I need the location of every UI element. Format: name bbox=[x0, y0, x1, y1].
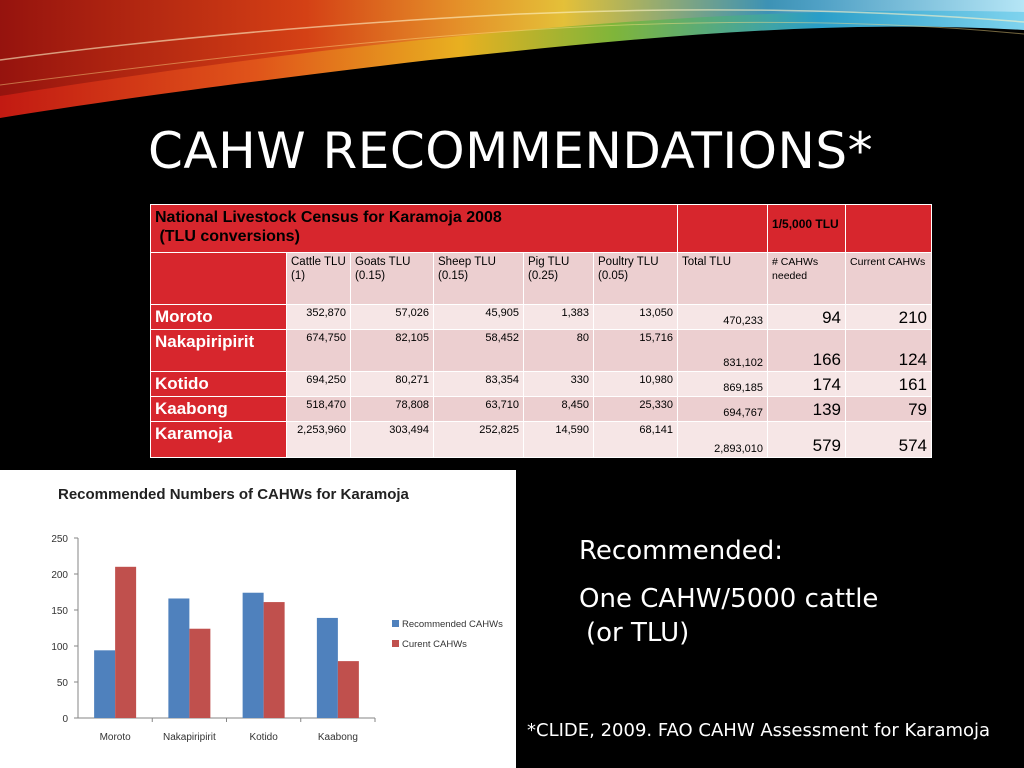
cahw-bar-chart bbox=[0, 470, 516, 768]
citation: *CLIDE, 2009. FAO CAHW Assessment for Karamoja bbox=[527, 720, 991, 741]
table-corner-cell bbox=[151, 253, 287, 305]
cell-poultry: 25,330 bbox=[594, 397, 678, 422]
cell-poultry: 68,141 bbox=[594, 422, 678, 458]
y-tick-label: 100 bbox=[51, 642, 68, 653]
cell-cattle: 694,250 bbox=[287, 372, 351, 397]
bar-current bbox=[115, 567, 136, 718]
row-label: Kaabong bbox=[151, 397, 287, 422]
row-label: Kotido bbox=[151, 372, 287, 397]
x-tick-label: Nakapiripirit bbox=[162, 732, 216, 743]
y-tick-label: 200 bbox=[51, 570, 68, 581]
y-tick-label: 50 bbox=[56, 678, 68, 689]
cell-poultry: 15,716 bbox=[594, 330, 678, 372]
table-title-line2: (TLU conversions) bbox=[155, 228, 300, 245]
x-tick-label: Kotido bbox=[249, 732, 278, 743]
legend-swatch bbox=[392, 620, 399, 627]
cell-goats: 303,494 bbox=[351, 422, 434, 458]
note-tlu: (or TLU) bbox=[586, 618, 690, 648]
col-header-poultry: Poultry TLU (0.05) bbox=[594, 253, 678, 305]
cell-pig: 14,590 bbox=[524, 422, 594, 458]
table-header-empty-cell bbox=[678, 205, 768, 253]
table-row bbox=[151, 305, 932, 330]
cell-total: 831,102 bbox=[678, 330, 768, 372]
cell-total: 869,185 bbox=[678, 372, 768, 397]
cell-poultry: 10,980 bbox=[594, 372, 678, 397]
table-row bbox=[151, 397, 932, 422]
col-header-sheep: Sheep TLU (0.15) bbox=[434, 253, 524, 305]
cell-current: 210 bbox=[846, 305, 932, 330]
cell-sheep: 58,452 bbox=[434, 330, 524, 372]
cell-goats: 82,105 bbox=[351, 330, 434, 372]
table-header-empty-cell bbox=[846, 205, 932, 253]
cell-current: 79 bbox=[846, 397, 932, 422]
bar-recommended bbox=[243, 593, 264, 718]
table-row bbox=[151, 330, 932, 372]
x-tick-label: Kaabong bbox=[317, 732, 358, 743]
cell-cattle: 352,870 bbox=[287, 305, 351, 330]
bar-current bbox=[338, 661, 359, 718]
slide-title: CAHW RECOMMENDATIONS* bbox=[148, 122, 874, 180]
cell-current: 574 bbox=[846, 422, 932, 458]
col-header-needed: # CAHWs needed bbox=[768, 253, 846, 305]
table-title-cell bbox=[151, 205, 678, 253]
row-label: Nakapiripirit bbox=[151, 330, 287, 372]
bar-recommended bbox=[168, 598, 189, 718]
cell-total: 470,233 bbox=[678, 305, 768, 330]
x-tick-label: Moroto bbox=[99, 732, 131, 743]
cell-poultry: 13,050 bbox=[594, 305, 678, 330]
bar-recommended bbox=[94, 650, 115, 718]
cell-total: 694,767 bbox=[678, 397, 768, 422]
cell-needed: 174 bbox=[768, 372, 846, 397]
table-header-row bbox=[151, 205, 932, 253]
cell-sheep: 45,905 bbox=[434, 305, 524, 330]
col-header-current: Current CAHWs bbox=[846, 253, 932, 305]
legend-label: Recommended CAHWs bbox=[402, 619, 503, 630]
table-ratio-cell: 1/5,000 TLU bbox=[768, 205, 846, 253]
table-row bbox=[151, 422, 932, 458]
table-row bbox=[151, 372, 932, 397]
cell-needed: 579 bbox=[768, 422, 846, 458]
chart-svg bbox=[0, 470, 516, 768]
cell-pig: 1,383 bbox=[524, 305, 594, 330]
note-recommended: Recommended: bbox=[579, 536, 783, 566]
cell-goats: 57,026 bbox=[351, 305, 434, 330]
bar-recommended bbox=[317, 618, 338, 718]
legend-swatch bbox=[392, 640, 399, 647]
bar-current bbox=[189, 629, 210, 718]
cell-total: 2,893,010 bbox=[678, 422, 768, 458]
row-label: Karamoja bbox=[151, 422, 287, 458]
y-tick-label: 0 bbox=[62, 714, 68, 725]
cell-cattle: 518,470 bbox=[287, 397, 351, 422]
cell-pig: 80 bbox=[524, 330, 594, 372]
legend-label: Curent CAHWs bbox=[402, 639, 467, 650]
cell-needed: 139 bbox=[768, 397, 846, 422]
cell-pig: 330 bbox=[524, 372, 594, 397]
cell-current: 161 bbox=[846, 372, 932, 397]
cell-goats: 78,808 bbox=[351, 397, 434, 422]
col-header-pig: Pig TLU (0.25) bbox=[524, 253, 594, 305]
cell-cattle: 2,253,960 bbox=[287, 422, 351, 458]
note-ratio: One CAHW/5000 cattle bbox=[579, 584, 879, 614]
y-tick-label: 250 bbox=[51, 534, 68, 545]
cell-goats: 80,271 bbox=[351, 372, 434, 397]
col-header-cattle: Cattle TLU (1) bbox=[287, 253, 351, 305]
y-tick-label: 150 bbox=[51, 606, 68, 617]
cell-sheep: 83,354 bbox=[434, 372, 524, 397]
col-header-total: Total TLU bbox=[678, 253, 768, 305]
chart-title: Recommended Numbers of CAHWs for Karamoja bbox=[58, 486, 409, 503]
table-subheader-row bbox=[151, 253, 932, 305]
row-label: Moroto bbox=[151, 305, 287, 330]
table-title-line1: National Livestock Census for Karamoja 2008 bbox=[155, 209, 502, 226]
cell-sheep: 252,825 bbox=[434, 422, 524, 458]
cell-current: 124 bbox=[846, 330, 932, 372]
decorative-banner bbox=[0, 0, 1024, 120]
cell-sheep: 63,710 bbox=[434, 397, 524, 422]
col-header-goats: Goats TLU (0.15) bbox=[351, 253, 434, 305]
cell-needed: 166 bbox=[768, 330, 846, 372]
cell-needed: 94 bbox=[768, 305, 846, 330]
cell-pig: 8,450 bbox=[524, 397, 594, 422]
bar-current bbox=[264, 602, 285, 718]
cell-cattle: 674,750 bbox=[287, 330, 351, 372]
livestock-census-table bbox=[150, 204, 932, 458]
